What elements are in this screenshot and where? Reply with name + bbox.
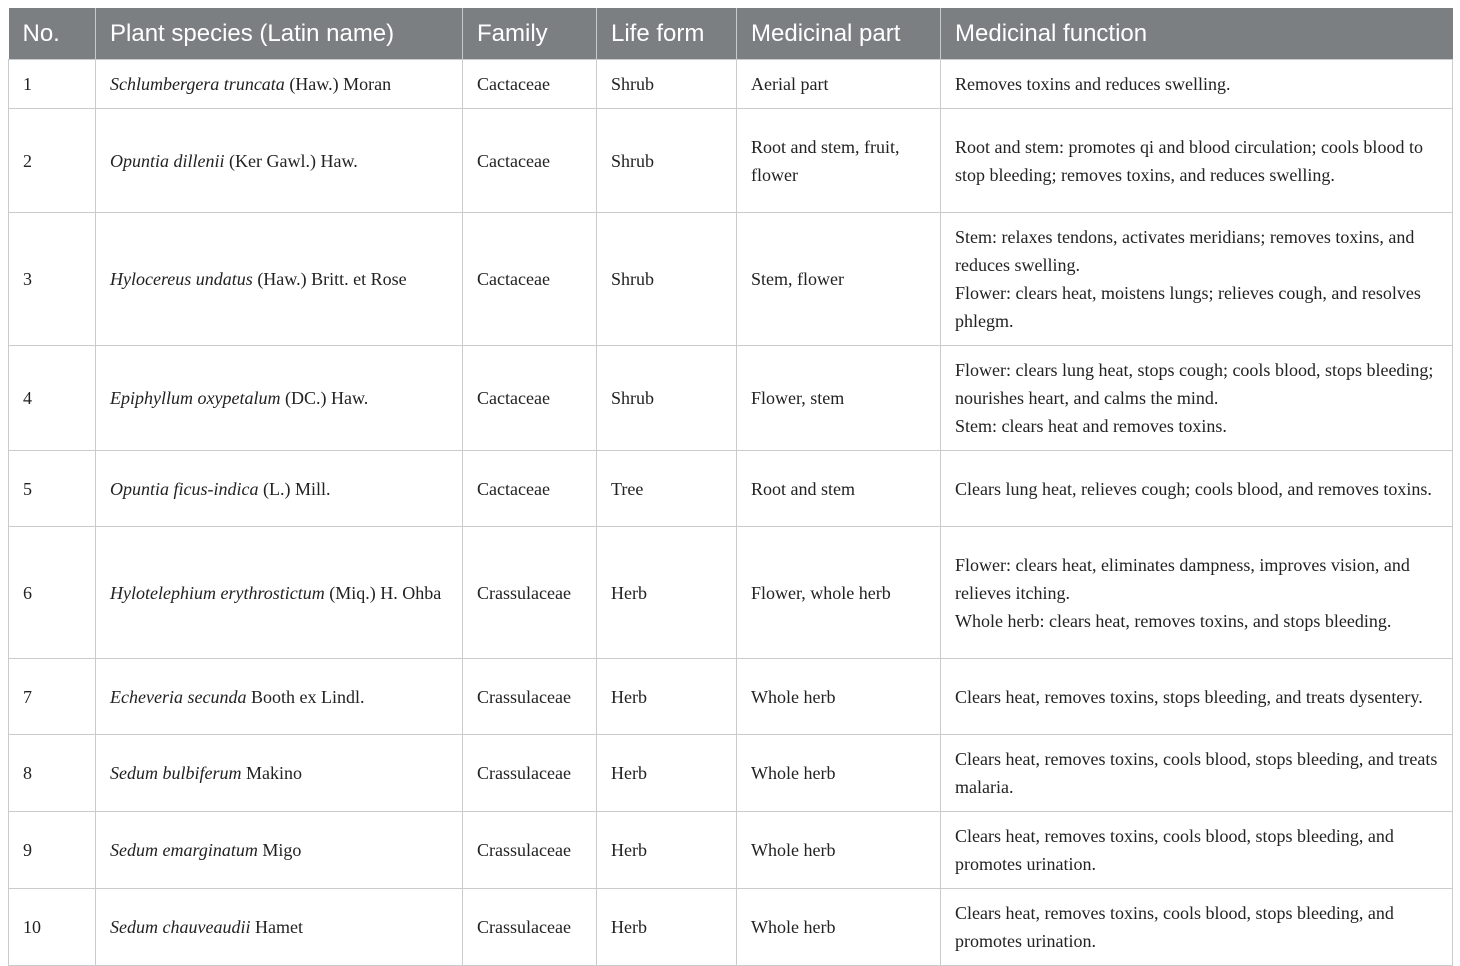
cell-family: Crassulaceae — [463, 735, 597, 812]
species-authority: (Haw.) Britt. et Rose — [252, 269, 407, 289]
function-line: Flower: clears heat, eliminates dampness, improves vision, and relieves itching. — [955, 554, 1410, 603]
table-row — [9, 346, 1453, 451]
cell-family: Cactaceae — [463, 60, 597, 109]
table-row — [9, 213, 1453, 346]
species-authority: (Ker Gawl.) Haw. — [224, 150, 358, 171]
cell-species — [96, 889, 463, 966]
medicinal-plants-table — [8, 8, 1453, 966]
cell-species — [96, 735, 463, 812]
cell-family: Cactaceae — [463, 213, 597, 346]
table-row — [9, 735, 1453, 812]
cell-no: 6 — [9, 527, 96, 659]
function-line: Flower: clears lung heat, stops cough; cools blood, stops bleeding; nourishes heart, and calms the mind. — [955, 360, 1434, 408]
cell-life-form: Shrub — [597, 346, 737, 451]
cell-no: 2 — [9, 109, 96, 213]
species-latin-name: Sedum bulbiferum — [110, 763, 242, 783]
cell-medicinal-function — [941, 60, 1453, 109]
cell-family: Cactaceae — [463, 109, 597, 213]
header-species: Plant species (Latin name) — [96, 8, 463, 60]
species-latin-name: Schlumbergera truncata — [110, 74, 285, 94]
species-latin-name: Epiphyllum oxypetalum — [110, 388, 281, 408]
cell-no: 8 — [9, 735, 96, 812]
function-line: Stem: relaxes tendons, activates meridians; removes toxins, and reduces swelling. — [955, 227, 1415, 275]
cell-species — [96, 60, 463, 109]
species-latin-name: Opuntia ficus-indica — [110, 478, 259, 499]
cell-family: Cactaceae — [463, 346, 597, 451]
cell-species — [96, 659, 463, 735]
species-latin-name: Echeveria secunda — [110, 686, 247, 707]
cell-family: Crassulaceae — [463, 889, 597, 966]
species-authority: Booth ex Lindl. — [246, 686, 365, 707]
cell-family: Crassulaceae — [463, 812, 597, 889]
species-authority: (L.) Mill. — [258, 478, 331, 499]
table-header-row — [9, 8, 1453, 60]
header-life-form: Life form — [597, 8, 737, 60]
species-latin-name: Hylotelephium erythrostictum — [110, 582, 325, 603]
cell-species — [96, 346, 463, 451]
function-line: Clears heat, removes toxins, cools blood, stops bleeding, and treats malaria. — [955, 749, 1438, 797]
function-line: Stem: clears heat and removes toxins. — [955, 416, 1227, 436]
cell-no: 9 — [9, 812, 96, 889]
species-latin-name: Sedum chauveaudii — [110, 917, 251, 937]
cell-medicinal-part: Flower, stem — [737, 346, 941, 451]
species-authority: (DC.) Haw. — [280, 388, 369, 408]
function-line: Flower: clears heat, moistens lungs; relieves cough, and resolves phlegm. — [955, 283, 1421, 331]
cell-life-form: Herb — [597, 735, 737, 812]
cell-medicinal-part: Aerial part — [737, 60, 941, 109]
cell-family: Crassulaceae — [463, 527, 597, 659]
cell-life-form: Shrub — [597, 60, 737, 109]
cell-life-form: Shrub — [597, 213, 737, 346]
header-family: Family — [463, 8, 597, 60]
cell-no: 4 — [9, 346, 96, 451]
species-latin-name: Hylocereus undatus — [110, 269, 253, 289]
cell-family: Crassulaceae — [463, 659, 597, 735]
cell-no: 3 — [9, 213, 96, 346]
cell-medicinal-part: Root and stem — [737, 451, 941, 527]
cell-life-form: Herb — [597, 659, 737, 735]
table-row — [9, 659, 1453, 735]
function-line: Clears heat, removes toxins, stops bleeding, and treats dysentery. — [955, 686, 1423, 707]
table-row — [9, 109, 1453, 213]
cell-medicinal-function — [941, 346, 1453, 451]
function-line: Clears heat, removes toxins, cools blood, stops bleeding, and promotes urination. — [955, 826, 1394, 874]
cell-medicinal-part: Flower, whole herb — [737, 527, 941, 659]
cell-medicinal-part: Whole herb — [737, 735, 941, 812]
cell-medicinal-function — [941, 735, 1453, 812]
table-row — [9, 527, 1453, 659]
species-authority: Hamet — [250, 917, 303, 937]
cell-no: 7 — [9, 659, 96, 735]
cell-no: 5 — [9, 451, 96, 527]
cell-medicinal-function — [941, 451, 1453, 527]
cell-life-form: Herb — [597, 812, 737, 889]
cell-no: 1 — [9, 60, 96, 109]
cell-medicinal-function — [941, 109, 1453, 213]
function-line: Clears lung heat, relieves cough; cools blood, and removes toxins. — [955, 478, 1432, 499]
cell-life-form: Herb — [597, 527, 737, 659]
function-line: Whole herb: clears heat, removes toxins, and stops bleeding. — [955, 610, 1392, 631]
cell-life-form: Shrub — [597, 109, 737, 213]
cell-medicinal-function — [941, 527, 1453, 659]
cell-medicinal-part: Root and stem, fruit, flower — [737, 109, 941, 213]
cell-no: 10 — [9, 889, 96, 966]
cell-medicinal-part: Whole herb — [737, 812, 941, 889]
cell-family: Cactaceae — [463, 451, 597, 527]
species-latin-name: Opuntia dillenii — [110, 150, 225, 171]
table-row — [9, 889, 1453, 966]
header-medicinal-part: Medicinal part — [737, 8, 941, 60]
cell-species — [96, 451, 463, 527]
cell-medicinal-part: Whole herb — [737, 659, 941, 735]
table-row — [9, 451, 1453, 527]
species-authority: (Miq.) H. Ohba — [324, 582, 442, 603]
cell-species — [96, 812, 463, 889]
species-latin-name: Sedum emarginatum — [110, 840, 258, 860]
species-authority: Migo — [257, 840, 302, 860]
cell-life-form: Herb — [597, 889, 737, 966]
cell-medicinal-function — [941, 213, 1453, 346]
function-line: Clears heat, removes toxins, cools blood, stops bleeding, and promotes urination. — [955, 903, 1394, 951]
cell-species — [96, 527, 463, 659]
species-authority: (Haw.) Moran — [284, 74, 392, 94]
species-authority: Makino — [241, 763, 302, 783]
header-no: No. — [9, 8, 96, 60]
cell-medicinal-function — [941, 659, 1453, 735]
function-line: Root and stem: promotes qi and blood circulation; cools blood to stop bleeding; removes toxins, and reduces swelling. — [955, 136, 1423, 185]
table-row — [9, 812, 1453, 889]
cell-medicinal-function — [941, 812, 1453, 889]
cell-medicinal-part: Whole herb — [737, 889, 941, 966]
cell-medicinal-part: Stem, flower — [737, 213, 941, 346]
header-medicinal-function: Medicinal function — [941, 8, 1453, 60]
cell-species — [96, 109, 463, 213]
cell-life-form: Tree — [597, 451, 737, 527]
cell-medicinal-function — [941, 889, 1453, 966]
cell-species — [96, 213, 463, 346]
table-row — [9, 60, 1453, 109]
function-line: Removes toxins and reduces swelling. — [955, 74, 1231, 94]
